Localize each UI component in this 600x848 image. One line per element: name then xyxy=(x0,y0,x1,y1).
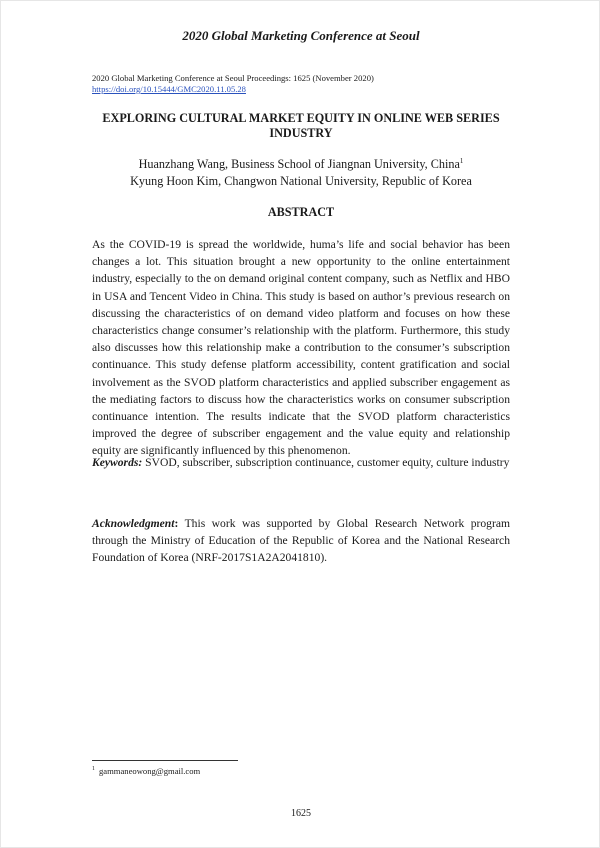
abstract-body: As the COVID-19 is spread the worldwide, huma’s life and social behavior has been changes a lot. This situation brought a new opportunity to the online entertainment industry, especially to the on demand original content company, such as Netflix and HBO in USA and Tencent Video in China. This study is based on author’s previous research on discussing the characteristics of on demand video platform and focuses on how these characteristics change consumer’s relationship with the platform. Furthermore, this study also discusses how this relationship make a contribution to the consumer’s subscription continuance. This study defense platform accessibility, content gratification and social involvement as the SVOD platform characteristics and applied subscriber engagement as the mediating factors to discuss how the characteristics works on consumer subscription continuance intention. The results indicate that the SVOD platform characteristics improved the degree of subscriber engagement and the value equity and relationship equity are significantly influenced by this phenomenon. xyxy=(92,238,510,458)
footnote-email: gammaneowong@gmail.com xyxy=(99,766,201,776)
paper-title: EXPLORING CULTURAL MARKET EQUITY IN ONLINE WEB SERIES INDUSTRY xyxy=(102,111,500,140)
acknowledgment-text: This work was supported by Global Research Network program through the Ministry of Education of the Republic of Korea and the National Research Foundation of Korea (NRF-2017S1A2A2041810). xyxy=(92,517,510,565)
doi-link[interactable]: https://doi.org/10.15444/GMC2020.11.05.28 xyxy=(92,84,246,94)
keywords-text: SVOD, subscriber, subscription continuance, customer equity, culture industry xyxy=(145,456,510,469)
author-1: Huanzhang Wang, Business School of Jiangnan University, China xyxy=(138,157,460,171)
acknowledgment-colon: : xyxy=(174,517,179,530)
proceedings-line: 2020 Global Marketing Conference at Seoul Proceedings: 1625 (November 2020) xyxy=(92,73,374,83)
keywords-label: Keywords: xyxy=(92,456,143,469)
footnote-mark: 1 xyxy=(92,766,95,773)
author-1-footnote-mark[interactable]: 1 xyxy=(459,156,464,165)
abstract-heading: ABSTRACT xyxy=(267,205,335,219)
author-line-1 xyxy=(92,156,510,173)
acknowledgment-paragraph xyxy=(92,515,510,567)
author-line-2: Kyung Hoon Kim, Changwon National University, Republic of Korea xyxy=(130,174,472,188)
author-block xyxy=(92,156,510,190)
running-head: 2020 Global Marketing Conference at Seoul xyxy=(182,28,420,43)
page-number: 1625 xyxy=(291,808,311,819)
footnote xyxy=(92,766,200,777)
keywords-paragraph xyxy=(92,454,510,471)
footnote-divider xyxy=(92,760,238,761)
acknowledgment-label: Acknowledgment xyxy=(92,517,175,530)
